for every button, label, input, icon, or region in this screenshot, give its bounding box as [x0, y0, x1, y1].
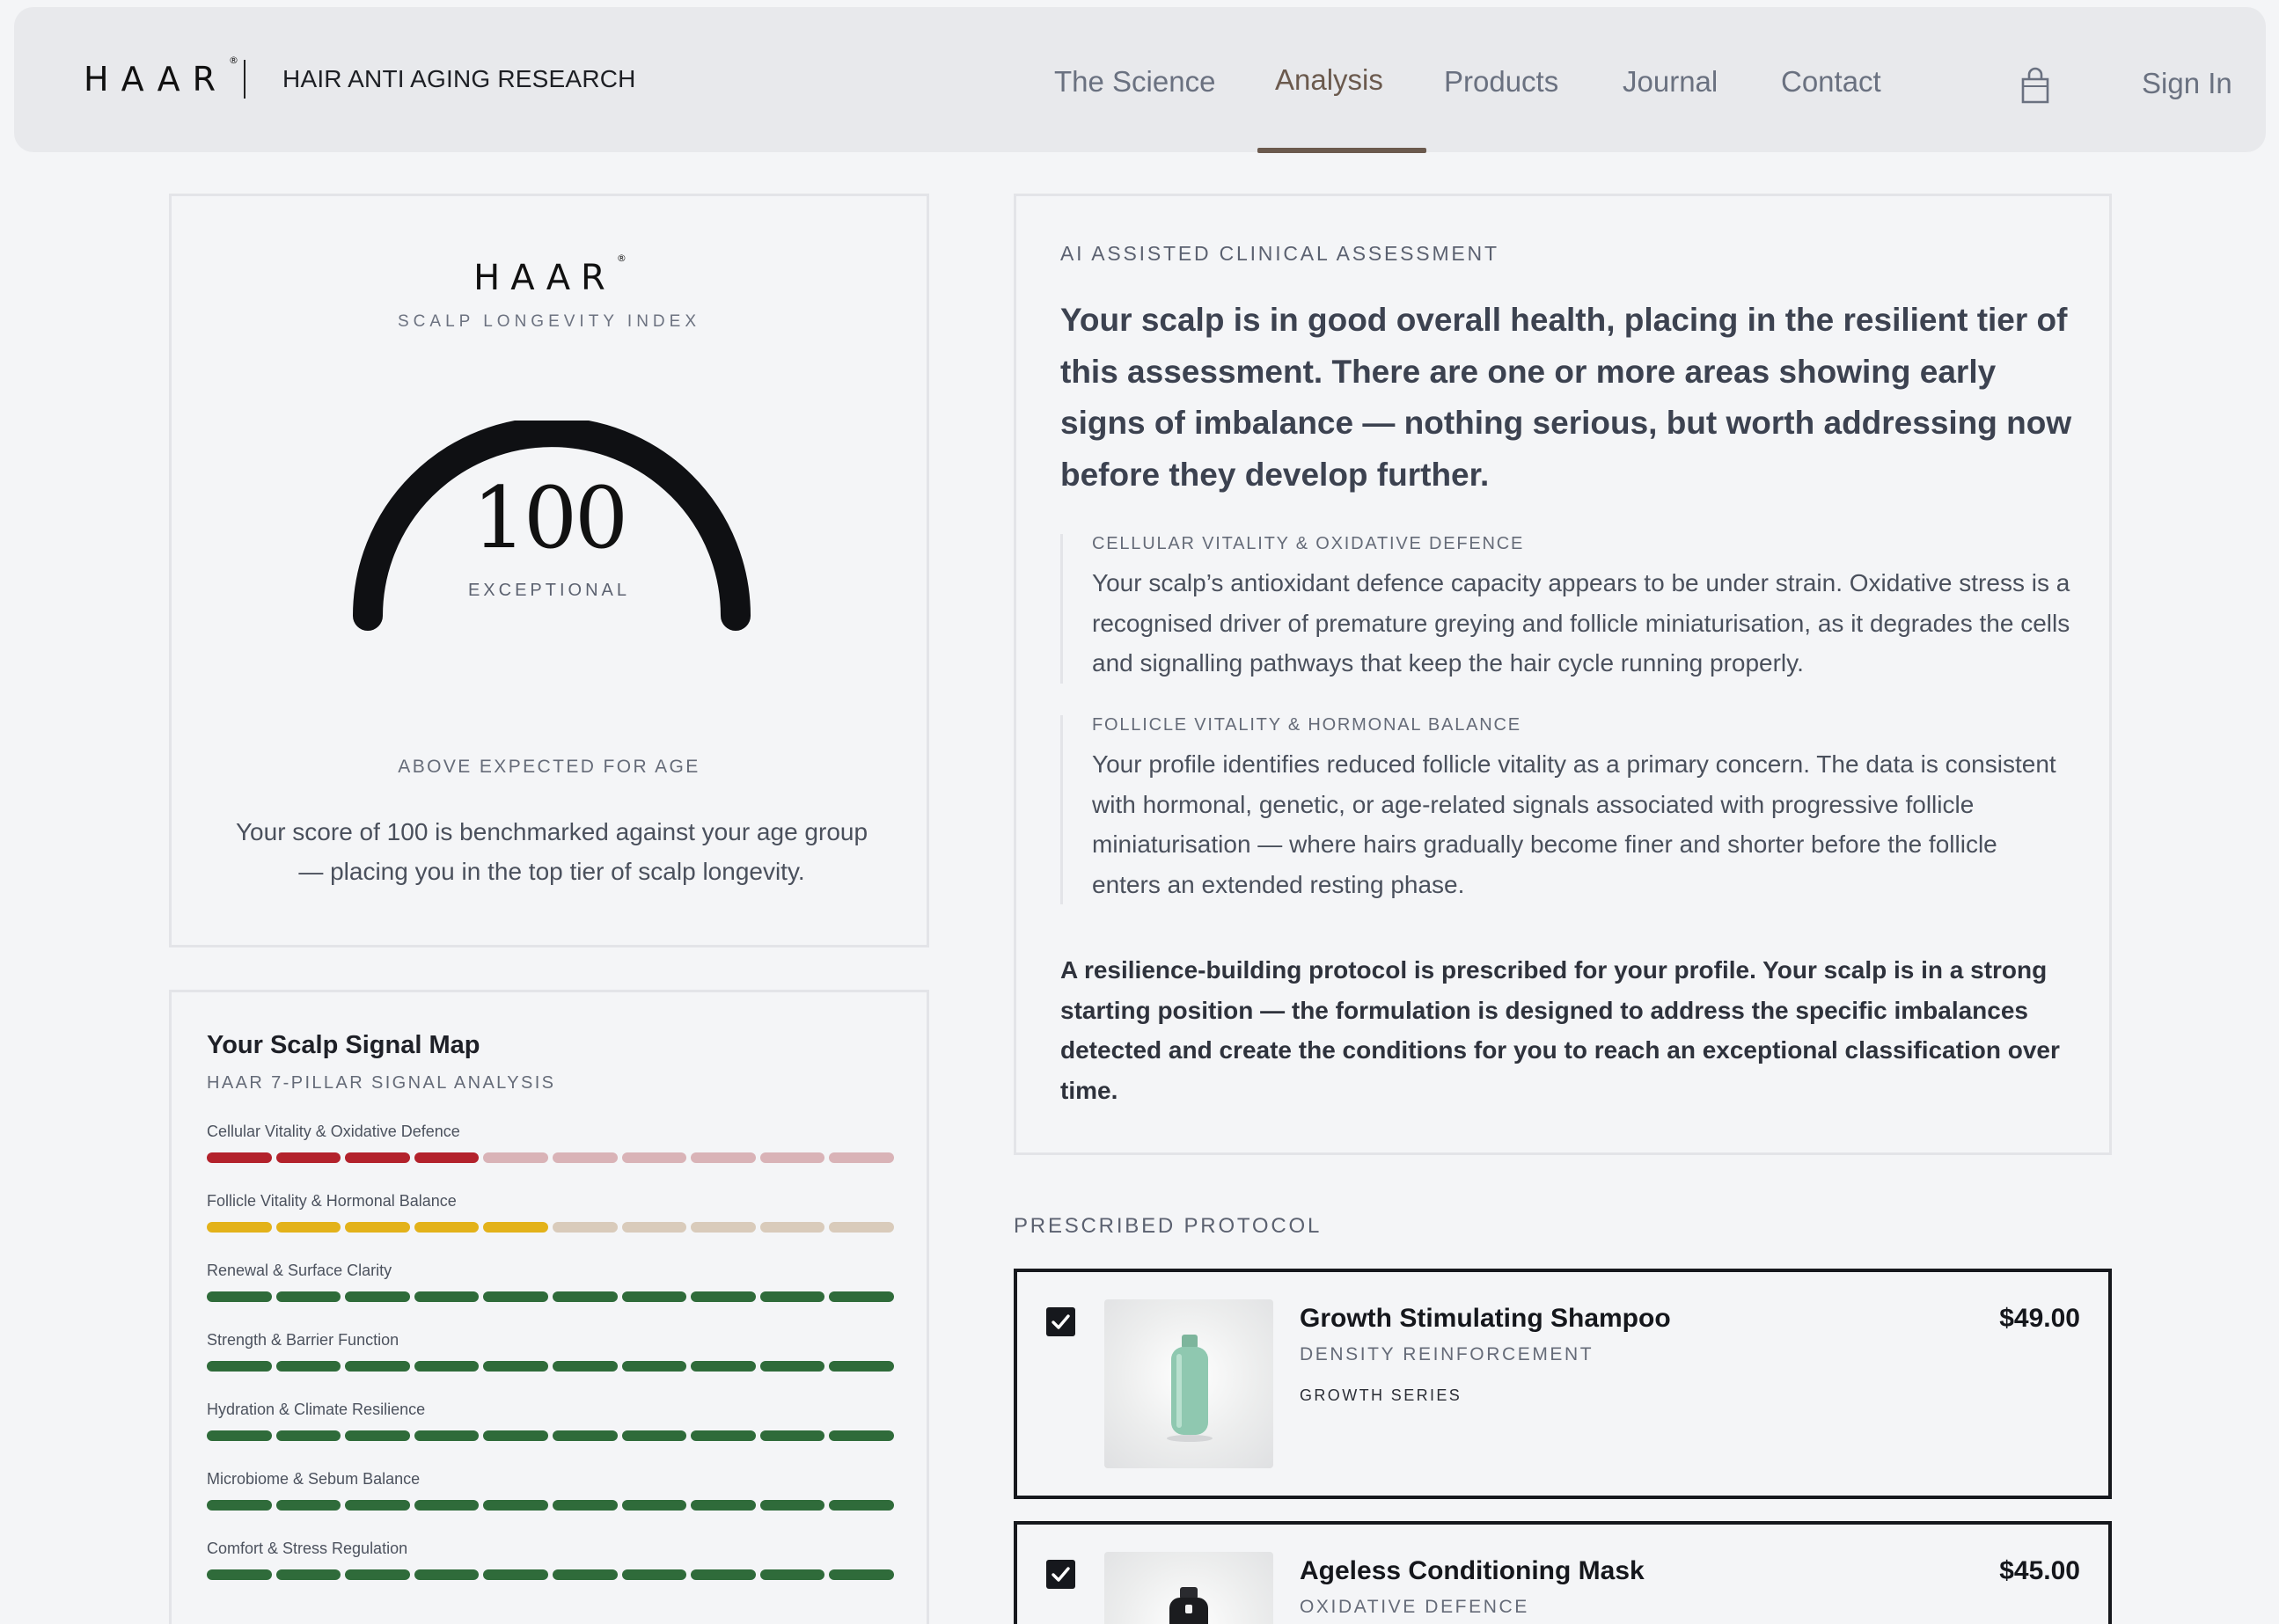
- filled-segment: [345, 1222, 410, 1233]
- filled-segment: [829, 1430, 894, 1441]
- product-card-shampoo[interactable]: [1014, 1269, 2112, 1499]
- filled-segment: [276, 1361, 341, 1372]
- filled-segment: [622, 1569, 687, 1580]
- filled-segment: [622, 1361, 687, 1372]
- empty-segment: [553, 1222, 618, 1233]
- pillar-label: Follicle Vitality & Hormonal Balance: [207, 1192, 457, 1210]
- finding-follicle-vitality: [1060, 715, 2072, 904]
- pillar-label: Renewal & Surface Clarity: [207, 1262, 392, 1279]
- score-rating: EXCEPTIONAL: [467, 581, 631, 600]
- filled-segment: [483, 1569, 548, 1580]
- filled-segment: [553, 1361, 618, 1372]
- assessment-summary: Your scalp is in good overall health, placing in the resilient tier of this assessment. There are one or more areas showing early signs of imbalance — nothing serious, but worth addressing now before they develop further.: [1060, 302, 2072, 493]
- product-image[interactable]: [1104, 1299, 1273, 1468]
- pillar-score-bar: [207, 1430, 896, 1441]
- filled-segment: [829, 1569, 894, 1580]
- pillar-score-bar: [207, 1291, 896, 1302]
- finding-body: Your scalp’s antioxidant defence capacity appears to be under strain. Oxidative stress is a recognised driver of premature greying and follicle miniaturisation, as it degrades the cells and signalling pathways that keep the hair cycle running properly.: [1092, 569, 2070, 677]
- filled-segment: [414, 1291, 480, 1302]
- brand-logo[interactable]: [84, 55, 636, 99]
- logo-wordmark: HAAR ®: [84, 55, 239, 99]
- filled-segment: [207, 1222, 272, 1233]
- brand-tagline: HAIR ANTI AGING RESEARCH: [282, 65, 636, 92]
- card-logo: HAAR ®: [473, 252, 627, 298]
- product-card-conditioning-mask[interactable]: [1014, 1521, 2112, 1624]
- pillar-cellular-vitality: [207, 1123, 896, 1163]
- filled-segment: [414, 1500, 480, 1511]
- filled-segment: [207, 1569, 272, 1580]
- filled-segment: [760, 1569, 825, 1580]
- empty-segment: [691, 1222, 756, 1233]
- finding-title: FOLLICLE VITALITY & HORMONAL BALANCE: [1092, 715, 1521, 735]
- shampoo-bottle-icon: [1104, 1299, 1273, 1468]
- product-image[interactable]: [1104, 1552, 1273, 1624]
- product-price: $49.00: [1999, 1304, 2080, 1333]
- shopping-bag-icon[interactable]: [2020, 67, 2050, 104]
- empty-segment: [622, 1152, 687, 1163]
- product-price: $45.00: [1999, 1556, 2080, 1585]
- product-select-checkbox[interactable]: [1046, 1560, 1075, 1589]
- pillar-comfort: [207, 1540, 896, 1580]
- top-navigation-bar: [14, 7, 2266, 152]
- filled-segment: [414, 1569, 480, 1580]
- scalp-longevity-score-card: [169, 194, 929, 947]
- product-benefit: DENSITY REINFORCEMENT: [1300, 1344, 1594, 1364]
- pillar-microbiome: [207, 1470, 896, 1511]
- filled-segment: [483, 1291, 548, 1302]
- nav-products[interactable]: Products: [1444, 65, 1559, 98]
- pillar-score-bar: [207, 1500, 896, 1511]
- empty-segment: [760, 1152, 825, 1163]
- pillar-score-bar: [207, 1222, 896, 1233]
- empty-segment: [553, 1152, 618, 1163]
- filled-segment: [760, 1430, 825, 1441]
- filled-segment: [553, 1291, 618, 1302]
- pillar-hydration: [207, 1401, 896, 1441]
- signal-map-subtitle: HAAR 7-PILLAR SIGNAL ANALYSIS: [207, 1073, 556, 1093]
- pillar-score-bar: [207, 1569, 896, 1580]
- filled-segment: [691, 1500, 756, 1511]
- filled-segment: [276, 1222, 341, 1233]
- pillar-strength: [207, 1331, 896, 1372]
- filled-segment: [760, 1291, 825, 1302]
- filled-segment: [207, 1361, 272, 1372]
- filled-segment: [691, 1430, 756, 1441]
- pillar-label: Strength & Barrier Function: [207, 1331, 399, 1349]
- active-nav-indicator: [1257, 148, 1426, 153]
- filled-segment: [622, 1500, 687, 1511]
- filled-segment: [414, 1361, 480, 1372]
- filled-segment: [829, 1291, 894, 1302]
- empty-segment: [829, 1222, 894, 1233]
- filled-segment: [414, 1430, 480, 1441]
- empty-segment: [760, 1222, 825, 1233]
- clinical-assessment-card: [1014, 194, 2112, 1155]
- filled-segment: [276, 1569, 341, 1580]
- signal-map-title: Your Scalp Signal Map: [207, 1031, 480, 1059]
- empty-segment: [691, 1152, 756, 1163]
- filled-segment: [276, 1152, 341, 1163]
- filled-segment: [829, 1500, 894, 1511]
- product-name[interactable]: Ageless Conditioning Mask: [1300, 1556, 1645, 1585]
- filled-segment: [483, 1361, 548, 1372]
- mask-bottle-icon: [1104, 1552, 1273, 1624]
- filled-segment: [553, 1500, 618, 1511]
- empty-segment: [483, 1152, 548, 1163]
- filled-segment: [207, 1291, 272, 1302]
- score-description: Your score of 100 is benchmarked against your age group — placing you in the top tier of scalp longevity.: [235, 818, 868, 885]
- filled-segment: [414, 1152, 480, 1163]
- logo-divider: [244, 60, 245, 99]
- filled-segment: [553, 1430, 618, 1441]
- filled-segment: [760, 1500, 825, 1511]
- filled-segment: [345, 1152, 410, 1163]
- index-subtitle: SCALP LONGEVITY INDEX: [398, 312, 700, 331]
- finding-title: CELLULAR VITALITY & OXIDATIVE DEFENCE: [1092, 534, 1525, 553]
- filled-segment: [345, 1569, 410, 1580]
- filled-segment: [207, 1152, 272, 1163]
- pillar-score-bar: [207, 1361, 896, 1372]
- filled-segment: [622, 1291, 687, 1302]
- protocol-recommendation: A resilience-building protocol is prescribed for your profile. Your scalp is in a strong starting position — the formulation is designed to address the specific imbalances detected and create the conditions for you to reach an exceptional classification over time.: [1060, 956, 2060, 1104]
- filled-segment: [345, 1500, 410, 1511]
- filled-segment: [276, 1291, 341, 1302]
- filled-segment: [483, 1222, 548, 1233]
- prescribed-protocol-heading: PRESCRIBED PROTOCOL: [1014, 1214, 1323, 1238]
- finding-cellular-vitality: [1060, 534, 2072, 684]
- checkmark-icon: [1046, 1307, 1075, 1336]
- sign-in-link[interactable]: Sign In: [2142, 67, 2232, 99]
- filled-segment: [691, 1291, 756, 1302]
- filled-segment: [414, 1222, 480, 1233]
- pillar-renewal: [207, 1262, 896, 1302]
- pillar-label: Hydration & Climate Resilience: [207, 1401, 426, 1418]
- filled-segment: [207, 1430, 272, 1441]
- filled-segment: [483, 1430, 548, 1441]
- age-comparison-label: ABOVE EXPECTED FOR AGE: [398, 757, 700, 777]
- filled-segment: [760, 1361, 825, 1372]
- filled-segment: [276, 1500, 341, 1511]
- filled-segment: [829, 1361, 894, 1372]
- pillar-follicle-vitality: [207, 1192, 896, 1233]
- product-select-checkbox[interactable]: [1046, 1307, 1075, 1336]
- nav-the-science[interactable]: The Science: [1054, 65, 1216, 98]
- checkmark-icon: [1046, 1560, 1075, 1589]
- filled-segment: [345, 1430, 410, 1441]
- filled-segment: [691, 1361, 756, 1372]
- product-name[interactable]: Growth Stimulating Shampoo: [1300, 1304, 1671, 1333]
- filled-segment: [622, 1430, 687, 1441]
- filled-segment: [276, 1430, 341, 1441]
- pillar-label: Microbiome & Sebum Balance: [207, 1470, 421, 1488]
- product-benefit: OXIDATIVE DEFENCE: [1300, 1597, 1529, 1617]
- score-value: 100: [472, 469, 627, 567]
- empty-segment: [829, 1152, 894, 1163]
- nav-journal[interactable]: Journal: [1623, 65, 1718, 98]
- nav-analysis[interactable]: Analysis: [1275, 63, 1383, 96]
- scalp-signal-map-card: [169, 990, 929, 1624]
- pillar-score-bar: [207, 1152, 896, 1163]
- pillar-label: Comfort & Stress Regulation: [207, 1540, 408, 1557]
- nav-contact[interactable]: Contact: [1781, 65, 1881, 98]
- product-series: GROWTH SERIES: [1300, 1386, 1462, 1404]
- empty-segment: [622, 1222, 687, 1233]
- filled-segment: [207, 1500, 272, 1511]
- filled-segment: [691, 1569, 756, 1580]
- pillar-label: Cellular Vitality & Oxidative Defence: [207, 1123, 460, 1140]
- finding-body: Your profile identifies reduced follicle vitality as a primary concern. The data is consistent with hormonal, genetic, or age-related signals associated with progressive follicle miniaturisation — where hairs gradually become finer and shorter before the follicle enters an extended resting phase.: [1092, 750, 2056, 898]
- filled-segment: [345, 1291, 410, 1302]
- filled-segment: [483, 1500, 548, 1511]
- filled-segment: [345, 1361, 410, 1372]
- assessment-kicker: AI ASSISTED CLINICAL ASSESSMENT: [1060, 242, 1499, 265]
- filled-segment: [553, 1569, 618, 1580]
